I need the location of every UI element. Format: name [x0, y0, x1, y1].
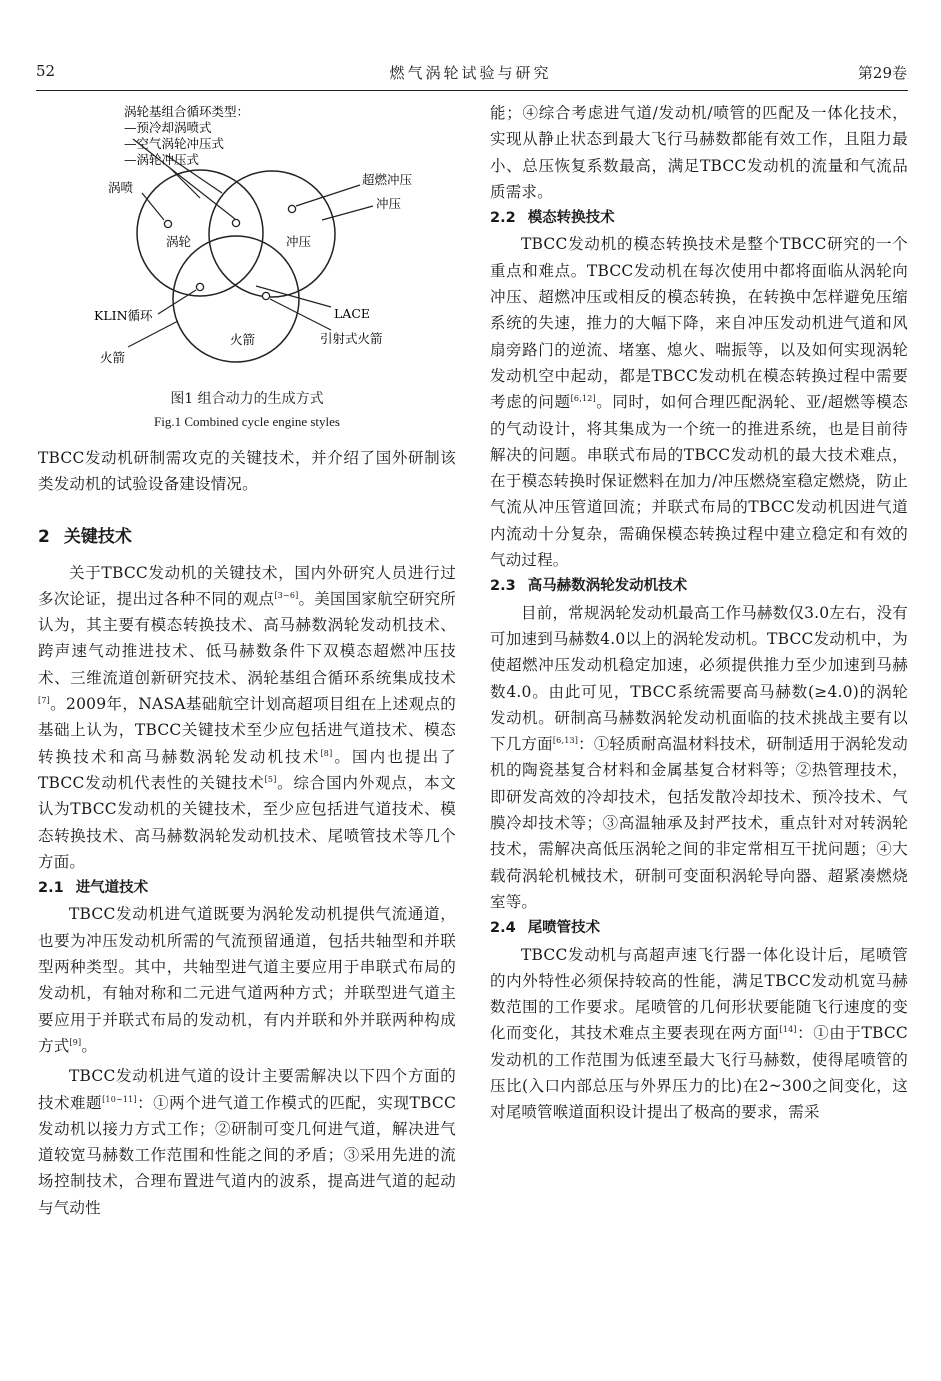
label-ejector-rocket: 引射式火箭 — [320, 331, 383, 346]
ramjet-circle — [209, 171, 335, 297]
label-ramjet-inner: 冲压 — [286, 234, 312, 249]
legend-item: —涡轮冲压式 — [124, 152, 200, 167]
label-ramjet: 冲压 — [376, 196, 402, 211]
label-rocket-inner: 火箭 — [230, 332, 256, 347]
section-title: 进气道技术 — [75, 880, 149, 897]
legend-item: —空气涡轮冲压式 — [124, 136, 225, 151]
section-title: 模态转换技术 — [527, 210, 615, 227]
section-number: 2 — [38, 526, 50, 547]
section-2-1-heading — [38, 875, 456, 901]
leader-legend-1 — [133, 139, 235, 219]
paragraph: 能；④综合考虑进气道/发动机/喷管的匹配及一体化技术，实现从静止状态到最大飞行马赫数都能有效工作，且阻力最小、总压恢复系数最高，满足TBCC发动机的流量和气流品质需求。 — [490, 104, 908, 201]
paragraph: 关于TBCC发动机的关键技术，国内外研究人员进行过多次论证，提出过各种不同的观点[3~6]。美国国家航空研究所认为，其主要有模态转换技术、高马赫数涡轮发动机技术、跨声速气动推进技术、低马赫数条件下双模态超燃冲压技术、三维流道创新研究技术、涡轮基组合循环系统集成技术[7]。2009年，NASA基础航空计划高超项目组在上述观点的基础上认为，TBCC关键技术至少应包括进气道技术、模态转换技术和高马赫数涡轮发动机技术[8]。国内也提出了TBCC发动机代表性的关键技术[5]。综合国内外观点，本文认为TBCC发动机的关键技术，至少应包括进气道技术、模态转换技术、高马赫数涡轮发动机技术、尾喷管技术等几个方面。 — [38, 563, 457, 871]
venn-diagram — [38, 100, 456, 390]
paragraph: TBCC发动机进气道既要为涡轮发动机提供气流通道，也要为冲压发动机所需的气流预留通道，包括共轴型和并联型两种类型。其中，共轴型进气道主要应用于串联式布局的发动机，有轴对称和二元进气道两种方式；并联型进气道主要应用于并联式布局的发动机，有内并联和外并联两种构成方式[9]。 — [38, 905, 456, 1055]
section-number: 2.4 — [490, 920, 516, 937]
citation-ref: [8] — [320, 748, 333, 758]
turbine-circle — [137, 170, 263, 296]
paragraph: 目前，常规涡轮发动机最高工作马赫数仅3.0左右，没有可加速到马赫数4.0以上的涡轮发动机。TBCC发动机中，为使超燃冲压发动机稳定加速，必须提供推力至少加速到马赫数4.0。由此可见，TBCC系统需要高马赫数(≥4.0)的涡轮发动机。研制高马赫数涡轮发动机面临的技术挑战主要有以下几方面[6,13]：①轻质耐高温材料技术，研制适用于涡轮发动机的陶瓷基复合材料和金属基复合材料等；②热管理技术，即研发高效的冷却技术，包括发散冷却技术、预冷技术、气膜冷却技术等；③高温轴承及封严技术，重点针对对转涡轮技术，需解决高低压涡轮之间的非定常相互干扰问题；④大载荷涡轮机械技术，研制可变面积涡轮导向器、超紧凑燃烧室等。 — [490, 603, 908, 911]
label-rocket: 火箭 — [100, 350, 126, 365]
marker-turbojet — [164, 220, 171, 227]
label-scramjet: 超燃冲压 — [362, 172, 413, 187]
section-2-3-heading — [490, 573, 908, 599]
volume-label: 第29卷 — [857, 64, 907, 82]
figure-caption-en: Fig.1 Combined cycle engine styles — [154, 414, 340, 429]
label-turbojet: 涡喷 — [108, 180, 134, 195]
section-title: 高马赫数涡轮发动机技术 — [527, 578, 688, 595]
section-title: 尾喷管技术 — [527, 920, 601, 937]
leader-rocket — [128, 321, 178, 347]
marker-ejector-rocket — [262, 292, 269, 299]
citation-ref: [6,12] — [570, 394, 596, 404]
citation-ref: [3~6] — [274, 590, 299, 600]
paragraph: TBCC发动机与高超声速飞行器一体化设计后，尾喷管的内外特性必须保持较高的性能，满足TBCC发动机宽马赫数范围的工作要求。尾喷管的几何形状要能随飞行速度的变化而变化，其技术难点主要表现在两方面[14]：①由于TBCC发动机的工作范围为低速至最大飞行马赫数，使得尾喷管的压比(入口内部总压与外界压力的比)在2~300之间变化，这对尾喷管喉道面积设计提出了极高的要求，需采 — [490, 945, 908, 1122]
section-2-heading — [38, 524, 456, 550]
figure-1 — [38, 100, 456, 435]
label-lace: LACE — [334, 306, 371, 321]
section-number: 2.2 — [490, 210, 516, 227]
citation-ref: [14] — [779, 1025, 797, 1035]
paragraph: TBCC发动机的模态转换技术是整个TBCC研究的一个重点和难点。TBCC发动机在每次使用中都将面临从涡轮向冲压、超燃冲压或相反的模态转换，在转换中怎样避免压缩系统的失速，推力的大幅下降，来自冲压发动机进气道和风扇旁路门的逆流、堵塞、熄火、喘振等，以及如何实现涡轮发动机空中起动，都是TBCC发动机在模态转换过程中需要考虑的问题[6,12]。同时，如何合理匹配涡轮、亚/超燃等模态的气动设计，将其集成为一个统一的推进系统，也是目前待解决的问题。串联式布局的TBCC发动机的最大技术难点，在于模态转换时保证燃料在加力/冲压燃烧室稳定燃烧，防止气流从冲压管道回流；并联式布局的TBCC发动机因进气道内流动十分复杂，需确保模态转换过程中建立稳定和有效的气动过程。 — [490, 235, 908, 570]
leader-klin — [158, 290, 196, 314]
label-klin: KLIN循环 — [94, 308, 153, 323]
left-column — [38, 100, 456, 1221]
marker-klin — [196, 283, 203, 290]
citation-ref: [7] — [38, 696, 50, 706]
marker-air-turbo-ramjet — [232, 219, 239, 226]
leader-turbojet — [142, 193, 164, 220]
citation-ref: [9] — [69, 1037, 82, 1047]
leader-scramjet — [296, 185, 360, 206]
section-number: 2.3 — [490, 578, 516, 595]
label-turbine: 涡轮 — [166, 234, 192, 249]
intro-paragraph: TBCC发动机研制需攻克的关键技术，并介绍了国外研制该类发动机的试验设备建设情况。 — [38, 449, 456, 494]
leader-ejector-rocket — [270, 299, 331, 330]
right-column — [490, 100, 908, 1126]
citation-ref: [6,13] — [552, 736, 579, 746]
section-number: 2.1 — [38, 880, 64, 897]
section-title: 关键技术 — [63, 526, 132, 547]
legend-item: —预冷却涡喷式 — [124, 120, 212, 135]
page-number: 52 — [36, 62, 56, 80]
paragraph: TBCC发动机进气道的设计主要需解决以下四个方面的技术难题[10~11]：①两个进气道工作模式的匹配，实现TBCC发动机以接力方式工作；②研制可变几何进气道，解决进气道较宽马赫数工作范围和性能之间的矛盾；③采用先进的流场控制技术，合理布置进气道内的波系，提高进气道的起动与气动性 — [38, 1067, 457, 1217]
citation-ref: [10~11] — [102, 1094, 137, 1104]
header-rule — [36, 90, 908, 91]
figure-caption-zh: 图1 组合动力的生成方式 — [170, 391, 324, 407]
legend-title: 涡轮基组合循环类型： — [124, 104, 250, 119]
journal-title: 燃气涡轮试验与研究 — [389, 64, 552, 82]
section-2-4-heading — [490, 915, 908, 941]
citation-ref: [5] — [264, 774, 277, 784]
marker-scramjet — [288, 205, 295, 212]
section-2-2-heading — [490, 205, 908, 231]
